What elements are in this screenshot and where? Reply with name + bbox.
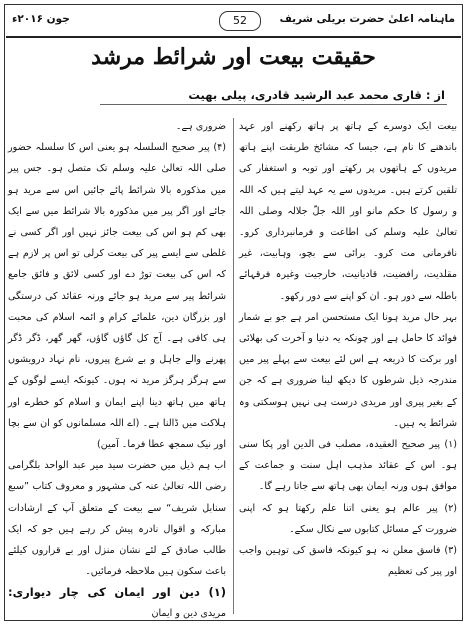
paragraph: ضروری ہے۔ — [175, 121, 226, 132]
section-heading-tail: مریدی دین و ایمان — [151, 608, 226, 620]
column-divider — [233, 118, 234, 614]
article-title: حقیقت بیعت اور شرائط مرشد — [91, 44, 376, 70]
magazine-name: ماہنامہ اعلیٰ حضرت بریلی شریف — [279, 13, 455, 25]
page-header — [6, 6, 461, 38]
article-author: از : قاری محمد عبد الرشید قادری، پیلی بھیت — [188, 88, 445, 102]
paragraph: (۲) پیر عالم ہو یعنی اتنا علم رکھتا ہو کہ اپنی ضرورت کے مسائل کتابوں سے نکال سکے۔ — [239, 502, 457, 535]
issue-date: جون ۲۰۱۶ء — [12, 13, 70, 25]
paragraph: (۴) پیر صحیح السلسلہ ہو یعنی اس کا سلسلہ حضور صلی اللہ تعالیٰ علیہ وسلم تک متصل ہو۔ جس پیر میں مذکورہ بالا شرائط پائے جائیں اس سے مرید ہو جائے اور اگر پیر میں مذکورہ بالا شرائط میں سے ایک بھی کم ہو اس کی بیعت جائز نہیں اور اگر کسی نے غلطی سے ایسے پیر کی بیعت کرلی تو اس پر لازم ہے کہ اس کی بیعت توڑ دے اور کسی لائق و فائق جامع شرائط پیر سے مرید ہو جائے ورنہ عقائد کی درستگی اور بزرگان دین، علمائے کرام و ائمہ اسلام کی محبت ہی کافی ہے۔ آج کل گاؤں گاؤں، گھر گھر، ڈگر ڈگر پھرنے والے جاہل و بے شرع پیروں، نام نہاد درویشوں سے ہرگز ہرگز مرید نہ ہوں۔ کیونکہ ایسے لوگوں کے ہاتھ میں ہاتھ دینا اپنے ایمان و اسلام کو خطرے اور ہلاکت میں ڈالنا ہے۔ (اے اللہ مسلمانوں کو ان سے بچا اور نیک سمجھ عطا فرما۔ آمین) — [8, 142, 226, 451]
paragraph: (۱) پیر صحیح العقیدہ، مصلب فی الدین اور پکا سنی ہو۔ اس کے عقائد مذہب اہل سنت و جماعت کے موافق ہوں ورنہ ایمان بھی ہاتھ سے جاتا رہے گا۔ — [239, 439, 457, 493]
left-column — [8, 116, 226, 624]
paragraph: بہر حال مرید ہونا ایک مستحسن امر ہے جو بے شمار فوائد کا حامل ہے اور چونکہ یہ دنیا و آخرت کی بھلائی اور برکت کا ذریعہ ہے اس لئے بیعت سے پہلے پیر میں مندرجہ ذیل شرطوں کا دیکھ لینا ضروری ہے کہ جن کے بغیر پیری اور مریدی درست ہی نہیں ہوسکتی وہ شرائط یہ ہیں۔ — [239, 311, 457, 429]
page-number: 52 — [219, 11, 261, 31]
author-divider — [100, 104, 447, 105]
paragraph: (۳) فاسق معلن نہ ہو کیونکہ فاسق کی توہین واجب اور پیر کی تعظیم — [239, 545, 457, 578]
section-heading-label: (۱) دین اور ایمان کی چار دیواری: — [8, 585, 226, 600]
paragraph: اب ہم ذیل میں حضرت سید میر عبد الواحد بلگرامی رضی اللہ تعالیٰ عنہ کی مشہور و معروف کتاب ”سبع سنابل شریف“ سے بیعت کے متعلق آپ کے ارشادات مبارکہ و اقوال نادرہ پیش کر رہے ہیں جو کہ ایک طالب صادق کے لئے نشان منزل اور بے قراروں کیلئے باعث سکون ہیں ملاحظہ فرمائیں۔ — [8, 460, 226, 578]
paragraph: بیعت ایک دوسرے کے ہاتھ پر ہاتھ رکھنے اور عہد باندھنے کا نام ہے، جیسا کہ مشائخ طریقت اپنے ہاتھ مریدوں کے ہاتھوں پر رکھتے اور توبہ و استغفار کی تلقین کرتے ہیں۔ مریدوں سے یہ عہد لیتے ہیں کہ اللہ و رسول کا حکم مانو اور اللہ جلّ جلالہ وصلی اللہ تعالیٰ علیہ وسلم کی اطاعت و فرمانبرداری کرو۔ نافرمانی مت کرو۔ برائی سے بچو، وہابیت، غیر مقلدیت، رافضیت، قادیانیت، خارجیت وغیرہ فرقہائے باطلہ سے دور ہو۔ ان کو اپنے سے دور رکھو۔ — [239, 121, 457, 302]
right-column — [239, 116, 457, 582]
section-heading — [8, 582, 226, 624]
